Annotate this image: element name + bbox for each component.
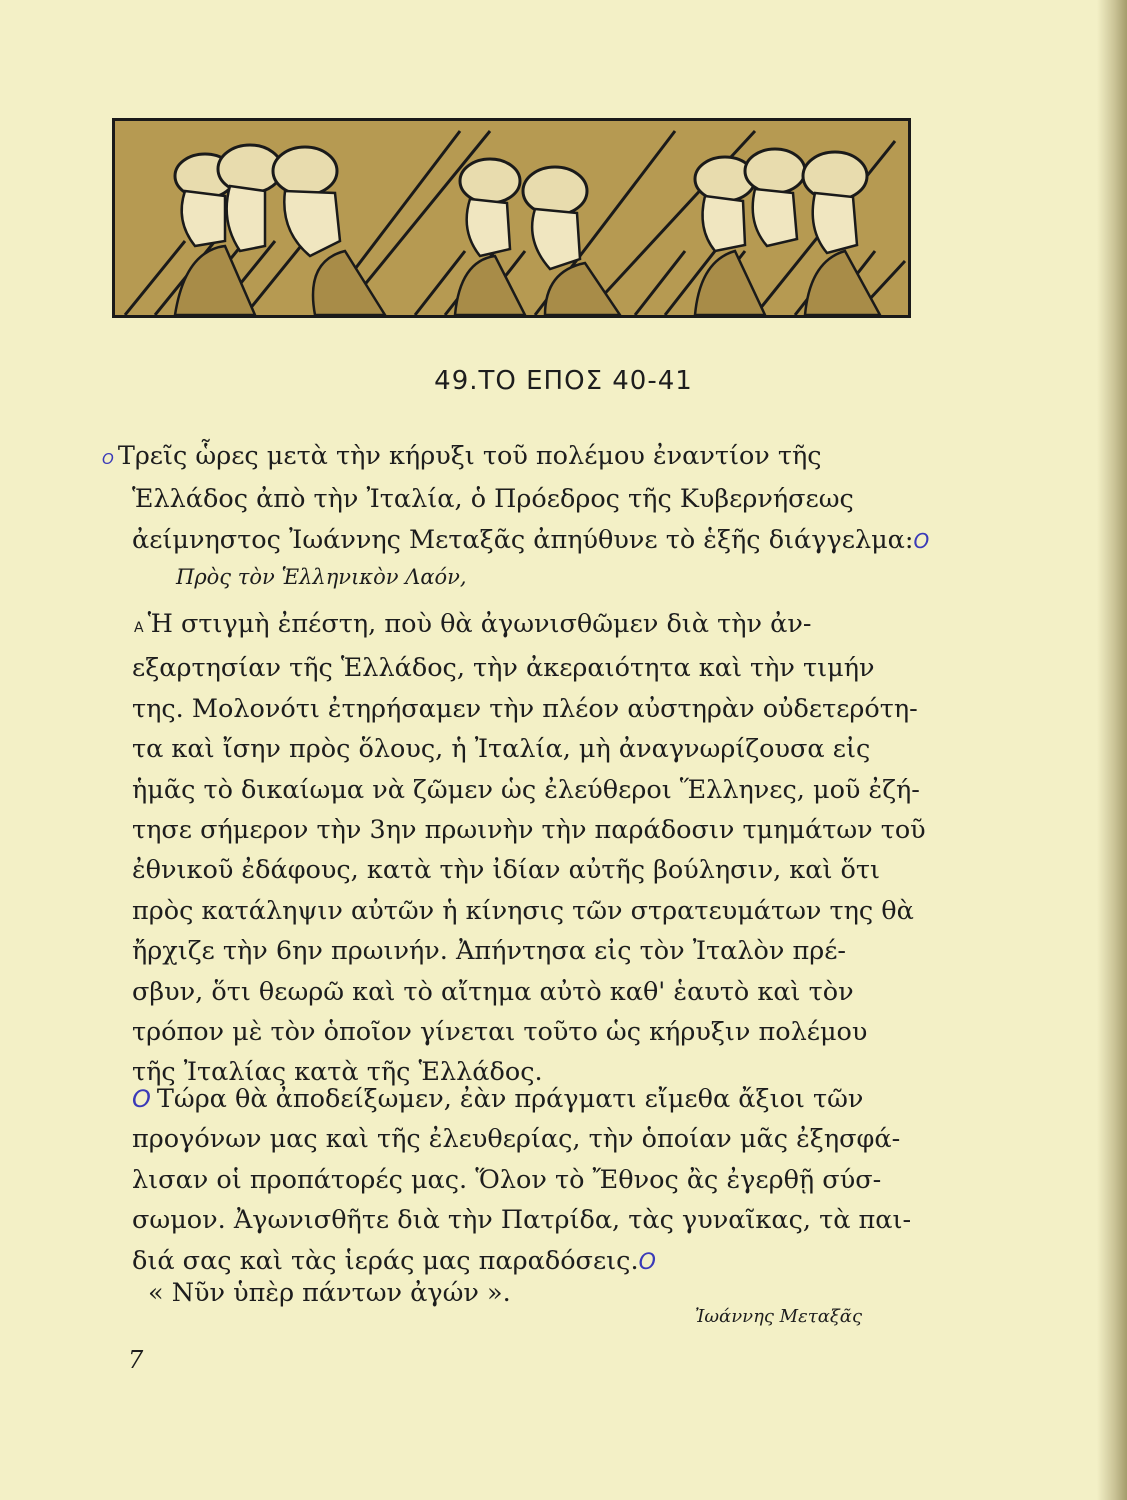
text-line: προγόνων μας καὶ τῆς ἐλευθερίας, τὴν ὁποίαν μᾶς ἐξησφά-: [132, 1124, 901, 1155]
text-line: ἐθνικοῦ ἐδάφους, κατὰ τὴν ἰδίαν αὐτῆς βούλησιν, καὶ ὅτι: [132, 855, 881, 886]
proofreader-mark: O: [102, 450, 114, 468]
signature: Ἰωάννης Μεταξᾶς: [695, 1306, 863, 1327]
proofreader-mark: O: [638, 1249, 656, 1275]
text-line: σωμον. Ἀγωνισθῆτε διὰ τὴν Πατρίδα, τὰς γυναῖκας, τὰ παι-: [132, 1205, 912, 1236]
speech-paragraph-2: [132, 1079, 922, 1283]
text-line: λισαν οἱ προπάτορές μας. Ὅλον τὸ Ἔθνος ἂς ἐγερθῇ σύσ-: [132, 1164, 882, 1195]
text-line: τῆς Ἰταλίας κατὰ τῆς Ἑλλάδος.: [132, 1057, 543, 1088]
text-line: ἤρχιζε τὴν 6ην πρωινήν. Ἀπήντησα εἰς τὸν Ἰταλὸν πρέ-: [132, 936, 847, 967]
page-edge-shadow: [1097, 0, 1127, 1500]
proofreader-mark: A: [134, 620, 144, 636]
text-line: εξαρτησίαν τῆς Ἑλλάδος, τὴν ἀκεραιότητα καὶ τὴν τιμήν: [132, 653, 875, 684]
proofreader-mark: O: [132, 1085, 151, 1113]
text-line: ἀείμνηστος Ἰωάννης Μεταξᾶς ἀπηύθυνε τὸ ἑξῆς διάγγελμα:O: [132, 524, 930, 555]
text-line: O Τώρα θὰ ἀποδείξωμεν, ἐὰν πράγματι εἴμεθα ἄξιοι τῶν: [132, 1084, 864, 1114]
speech-paragraph-1: [132, 604, 926, 1093]
intro-paragraph: [102, 436, 930, 561]
marching-soldiers-drawing: [115, 121, 908, 315]
text-line: ἡμᾶς τὸ δικαίωμα νὰ ζῶμεν ὡς ἐλεύθεροι Ἕλληνες, μοῦ ἐζή-: [132, 774, 920, 805]
motto: « Νῦν ὑπὲρ πάντων ἀγών ».: [148, 1278, 511, 1308]
text-line: σβυν, ὅτι θεωρῶ καὶ τὸ αἴτημα αὐτὸ καθ' ἑαυτὸ καὶ τὸν: [132, 976, 854, 1007]
page-title: 49.ΤΟ ΕΠΟΣ 40-41: [434, 366, 693, 396]
text-line: Ἑλλάδος ἀπὸ τὴν Ἰταλία, ὁ Πρόεδρος τῆς Κυβερνήσεως: [132, 484, 854, 515]
text-line: A Ἡ στιγμὴ ἐπέστη, ποὺ θὰ ἀγωνισθῶμεν διὰ τὴν ἀν-: [134, 609, 812, 639]
text-line: της. Μολονότι ἐτηρήσαμεν τὴν πλέον αὐστηρὰν οὐδετερότη-: [132, 693, 918, 724]
page-number: 7: [128, 1346, 144, 1374]
soldiers-illustration: [112, 118, 911, 318]
text-line: τησε σήμερον τὴν 3ην πρωινὴν τὴν παράδοσιν τμημάτων τοῦ: [132, 815, 926, 846]
text-line: τα καὶ ἴσην πρὸς ὅλους, ἡ Ἰταλία, μὴ ἀναγνωρίζουσα εἰς: [132, 734, 871, 765]
text-line: τρόπον μὲ τὸν ὁποῖον γίνεται τοῦτο ὡς κήρυξιν πολέμου: [132, 1017, 868, 1048]
text-line: διά σας καὶ τὰς ἱεράς μας παραδόσεις.O: [132, 1245, 656, 1276]
salutation: Πρὸς τὸν Ἑλληνικὸν Λαόν,: [176, 565, 467, 589]
text-line: O Τρεῖς ὧρες μετὰ τὴν κήρυξι τοῦ πολέμου ἐναντίον τῆς: [102, 441, 822, 471]
proofreader-mark: O: [913, 528, 930, 553]
text-line: πρὸς κατάληψιν αὐτῶν ἡ κίνησις τῶν στρατευμάτων της θὰ: [132, 895, 914, 926]
